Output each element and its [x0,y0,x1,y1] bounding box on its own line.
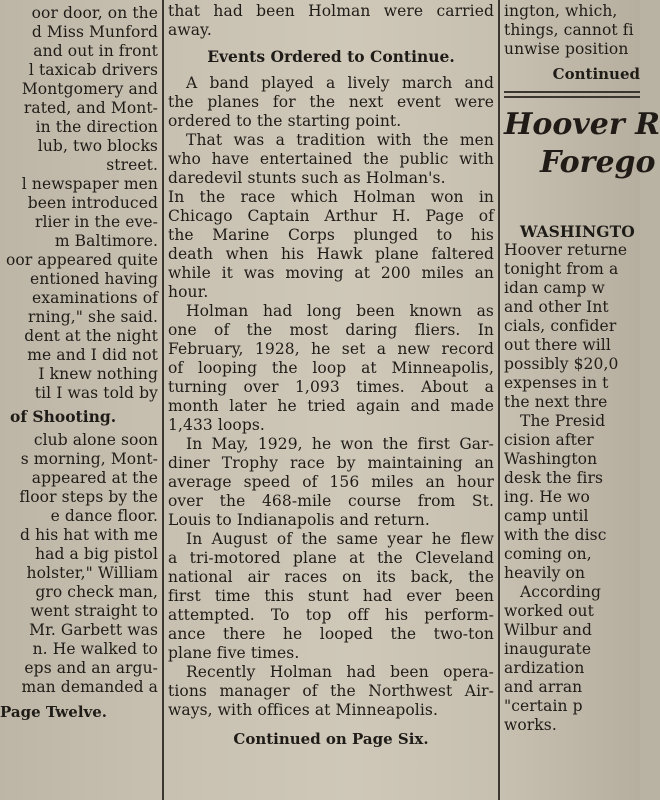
text-line: man demanded a [21,678,158,696]
text-line: turning over 1,093 times. About a [168,378,494,396]
text-line: ordered to the starting point. [168,112,402,130]
text-line: heavily on [504,564,586,582]
column-rule-left [162,0,164,800]
left-column-text-top [0,4,158,403]
text-line: In August of the same year he flew [186,530,494,548]
text-line: In May, 1929, he won the first Gar- [186,435,494,453]
text-line: camp until [504,507,589,525]
right-column-divider-2 [504,96,640,98]
text-line: examinations of [32,289,158,307]
right-column-continued: Continued [552,65,640,83]
text-line: hour. [168,283,209,301]
text-line: l taxicab drivers [28,61,158,79]
text-line: Wilbur and [504,621,592,639]
text-line: eps and an argu- [24,659,158,677]
text-line: with the disc [504,526,607,544]
text-line: coming on, [504,545,592,563]
text-line: Hoover returne [504,241,628,259]
text-line: Montgomery and [21,80,158,98]
text-line: had a big pistol [35,545,158,563]
right-column-text-body [504,222,640,735]
text-line: Mr. Garbett was [29,621,158,639]
text-line: 1,433 loops. [168,416,265,434]
text-line: death when his Hawk plane faltered [168,245,494,263]
text-line: things, cannot fi [504,21,634,39]
text-line: expenses in t [504,374,609,392]
left-column [0,0,160,800]
text-line: oor appeared quite [6,251,158,269]
text-line: the planes for the next event were [168,93,494,111]
text-line: out there will [504,336,611,354]
text-line: According [520,583,601,601]
right-column-headline-line-2: Forego [540,145,656,180]
text-line: average speed of 156 miles an hour [168,473,494,491]
text-line: d Miss Munford [31,23,158,41]
text-line: in the direction [35,118,158,136]
text-line: m Baltimore. [54,232,158,250]
text-line: and out in front [33,42,158,60]
text-line: one of the most daring fliers. In [168,321,494,339]
text-line: e dance floor. [50,507,158,525]
text-line: rning," she said. [28,308,158,326]
text-line: cials, confider [504,317,617,335]
text-line: idan camp w [504,279,605,297]
text-line: floor steps by the [19,488,158,506]
text-line: desk the firs [504,469,604,487]
text-line: dent at the night [24,327,158,345]
text-line: rated, and Mont- [23,99,158,117]
middle-column [168,0,494,800]
text-line: month later he tried again and made [168,397,494,415]
middle-column-subhead: Events Ordered to Continue. [207,47,455,66]
text-line: entioned having [29,270,158,288]
text-line: went straight to [30,602,158,620]
text-line: inaugurate [504,640,592,658]
right-column [504,0,660,800]
text-line: away. [168,21,212,39]
text-line: the Marine Corps plunged to his [168,226,494,244]
text-line: That was a tradition with the men [186,131,494,149]
text-line: til I was told by [34,384,158,402]
middle-column-text-body [168,74,494,720]
text-line: of looping the loop at Minneapolis, [168,359,494,377]
text-line: "certain p [504,697,583,715]
text-line: February, 1928, he set a new record [168,340,494,358]
text-line: first time this stunt had ever been [168,587,494,605]
text-line: tions manager of the Northwest Air- [168,682,494,700]
text-line: Louis to Indianapolis and return. [168,511,430,529]
text-line: s morning, Mont- [20,450,158,468]
text-line: ington, which, [504,2,618,20]
text-line: and other Int [504,298,609,316]
text-line: A band played a lively march and [186,74,494,92]
text-line: n. He walked to [32,640,158,658]
right-column-headline-line-1: Hoover R [504,107,660,142]
text-line: l newspaper men [21,175,158,193]
text-line: oor door, on the [31,4,158,22]
text-line: the next thre [504,393,608,411]
text-line: Chicago Captain Arthur H. Page of [168,207,494,225]
text-line: works. [504,716,557,734]
text-line: ardization [504,659,585,677]
text-line: holster," William [26,564,158,582]
text-line: ing. He wo [504,488,590,506]
text-line: daredevil stunts such as Holman's. [168,169,446,187]
text-line: street. [106,156,158,174]
text-line: Washington [504,450,598,468]
text-line: a tri-motored plane at the Cleveland [168,549,494,567]
column-rule-right [498,0,500,800]
text-line: over the 468-mile course from St. [168,492,494,510]
right-column-text-top [504,2,640,59]
middle-column-text-top [168,2,494,40]
text-line: ance there he looped the two-ton [168,625,494,643]
text-line: me and I did not [27,346,158,364]
text-line: that had been Holman were carried [168,2,494,20]
text-line: national air races on its back, the [168,568,494,586]
text-line: been introduced [27,194,158,212]
text-line: d his hat with me [20,526,158,544]
text-line: unwise position [504,40,629,58]
left-column-subhead: of Shooting. [10,407,117,426]
text-line: while it was moving at 200 miles an [168,264,494,282]
text-line: I knew nothing [38,365,158,383]
text-line: Recently Holman had been opera- [186,663,494,681]
text-line: WASHINGTO [520,222,635,241]
text-line: cision after [504,431,594,449]
left-column-continued: Page Twelve. [0,703,107,721]
middle-column-continued: Continued on Page Six. [233,730,429,748]
text-line: rlier in the eve- [34,213,158,231]
text-line: lub, two blocks [37,137,158,155]
text-line: worked out [504,602,594,620]
text-line: plane five times. [168,644,300,662]
right-column-divider [504,91,640,93]
text-line: possibly $20,0 [504,355,619,373]
text-line: gro check man, [35,583,158,601]
left-column-text-bottom [0,431,158,697]
text-line: diner Trophy race by maintaining an [168,454,494,472]
text-line: Holman had long been known as [186,302,494,320]
text-line: tonight from a [504,260,619,278]
text-line: The Presid [520,412,606,430]
text-line: appeared at the [31,469,158,487]
text-line: ways, with offices at Minneapolis. [168,701,438,719]
text-line: and arran [504,678,583,696]
text-line: club alone soon [33,431,158,449]
text-line: attempted. To top off his perform- [168,606,494,624]
text-line: In the race which Holman won in [168,188,494,206]
text-line: who have entertained the public with [168,150,494,168]
